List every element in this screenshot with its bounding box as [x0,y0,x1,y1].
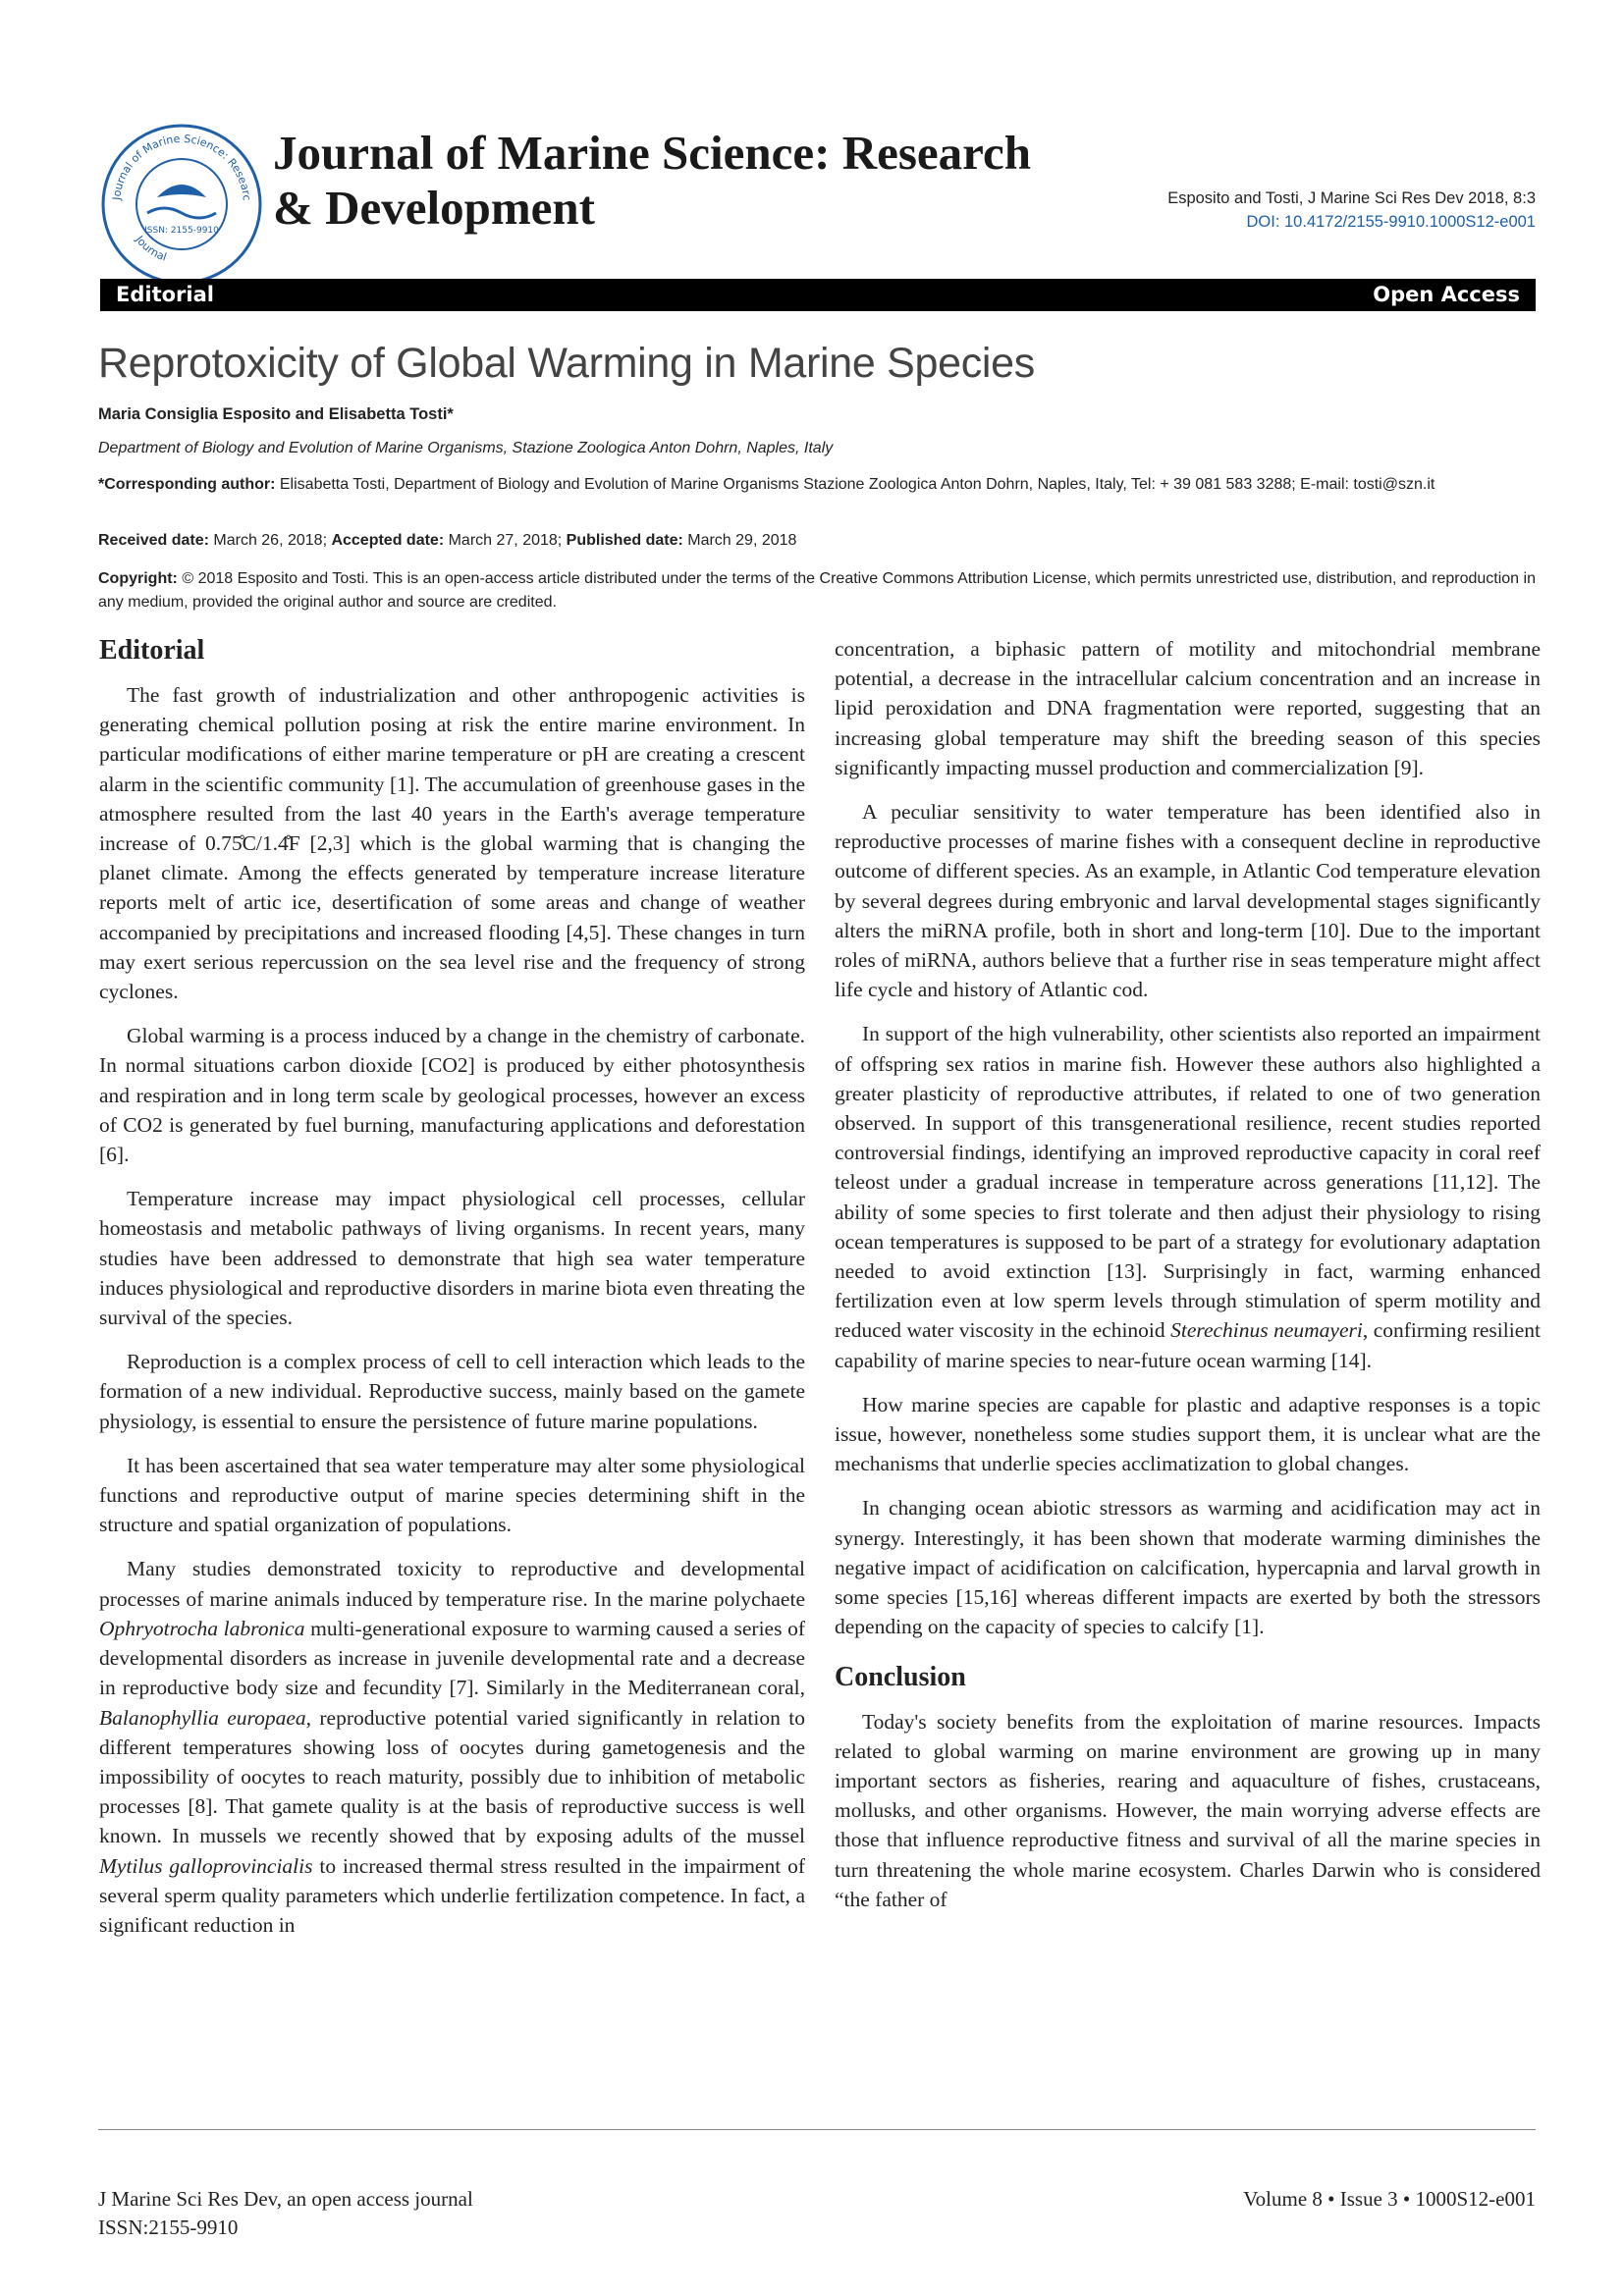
open-access-label: Open Access [1373,283,1520,306]
paragraph [99,1554,805,1940]
article-title: Reprotoxicity of Global Warming in Marine Species [98,340,1035,387]
copyright-notice [98,567,1536,614]
citation-block [1025,187,1536,234]
accepted-date: March 27, 2018; [444,532,567,549]
svg-text:ISSN: 2155-9910: ISSN: 2155-9910 [144,226,219,236]
text-run: multi-generational exposure to warming caused a series of developmental disorders as increase in juvenile developmental rate and a decrease in reproductive body size and fecundity [7]. Similarly in the Mediterranean coral, [99,1616,805,1700]
paragraph: The fast growth of industrialization and other anthropogenic activities is generating chemical pollution posing at risk the entire marine environment. In particular modifications of either marine temperature or pH are creating a crescent alarm in the scientific community [1]. The accumulation of greenhouse gases in the atmosphere resulted from the last 40 years in the Earth's average temperature increase of 0.75̊C/1.4̊F [2,3] which is the global warming that is changing the planet climate. Among the effects generated by temperature increase literature reports melt of artic ice, desertification of some areas and change of weather accompanied by precipitations and increased flooding [4,5]. These changes in turn may exert serious repercussion on the sea level rise and the frequency of strong cyclones. [99,683,805,1004]
svg-text:Journal of Marine Science: Res: Journal of Marine Science: Researc [110,132,253,202]
footer-volume-info: Volume 8 • Issue 3 • 1000S12-e001 [1243,2187,1536,2211]
article-type-label: Editorial [116,283,214,306]
paragraph: Temperature increase may impact physiological cell processes, cellular homeostasis and metabolic pathways of living organisms. In recent years, many studies have been addressed to demonstrate that high sea water temperature induces physiological and reproductive disorders in marine biota even threating the survival of the species. [99,1187,805,1330]
footer-divider [98,2129,1536,2130]
species-name: Mytilus galloprovincialis [99,1853,313,1878]
journal-logo [100,123,263,286]
citation-line: Esposito and Tosti, J Marine Sci Res Dev 2018, 8:3 [1167,189,1536,207]
affiliation: Department of Biology and Evolution of Marine Organisms, Stazione Zoologica Anton Dohrn, Naples, Italy [98,440,834,456]
corresponding-text: Elisabetta Tosti, Department of Biology and Evolution of Marine Organisms Stazione Zoologica Anton Dohrn, Naples, Italy, Tel: + 39 081 583 3288; E-mail: tosti@szn.it [275,476,1435,493]
section-heading-conclusion: Conclusion [835,1661,966,1692]
received-date: March 26, 2018; [208,532,332,549]
article-type-banner [100,279,1536,311]
species-name: Ophryotrocha labronica [99,1616,305,1640]
paragraph: It has been ascertained that sea water temperature may alter some physiological functions and reproductive output of marine species determining shift in the structure and spatial organization of populations. [99,1453,805,1537]
text-run: , confirming resilient capability of marine species to near-future ocean warming [14]. [835,1318,1541,1372]
authors: Maria Consiglia Esposito and Elisabetta Tosti* [98,405,454,423]
footer-issn-line: ISSN:2155-9910 [98,2216,239,2239]
doi-link[interactable]: DOI: 10.4172/2155-9910.1000S12-e001 [1246,213,1536,231]
text-run: In support of the high vulnerability, other scientists also reported an impairment of offspring sex ratios in marine fish. However these authors also highlighted a greater plasticity of reproductive attributes, if related to one of two generation observed. In support of this transgenerational resilience, recent studies reported controversial findings, identifying an improved reproductive capacity in coral reef teleost under a gradual increase in temperature across generations [11,12]. The ability of some species to first tolerate and then adjust their physiology to rising ocean temperatures is supposed to be part of a strategy for evolutionary adaptation needed to avoid extinction [13]. Surprisingly in fact, warming enhanced fertilization even at low sperm levels through stimulation of sperm motility and reduced water viscosity in the echinoid [835,1022,1541,1343]
paragraph: Reproduction is a complex process of cell to cell interaction which leads to the formation of a new individual. Reproductive success, mainly based on the gamete physiology, is essential to ensure the persistence of future marine populations. [99,1350,805,1433]
received-label: Received date: [98,532,209,549]
text-run: to increased thermal stress resulted in the impairment of several sperm quality parameters which underlie fertilization competence. In fact, a significant reduction in [99,1853,805,1937]
corresponding-label: *Corresponding author: [98,476,276,493]
published-date: March 29, 2018 [682,532,797,549]
article-dates [98,532,796,550]
body-column-right [835,634,1541,1929]
paragraph: Today's society benefits from the exploitation of marine resources. Impacts related to global warming on marine environment are growing up in many important sectors as fisheries, rearing and aquaculture of fishes, crustaceans, mollusks, and other organisms. However, the main worrying adverse effects are those that influence reproductive fitness and survival of all the marine species in turn threatening the whole marine ecosystem. Charles Darwin who is considered “the father of [835,1709,1541,1911]
footer-journal-line: J Marine Sci Res Dev, an open access journal [98,2187,473,2211]
body-column-left [99,633,805,1954]
paragraph: How marine species are capable for plastic and adaptive responses is a topic issue, however, nonetheless some studies support them, it is unclear what are the mechanisms that underlie species acclimatization to global changes. [835,1392,1541,1476]
copyright-label: Copyright: [98,570,178,587]
paragraph: Global warming is a process induced by a change in the chemistry of carbonate. In normal situations carbon dioxide [CO2] is produced by either photosynthesis and respiration and in long term scale by geological processes, however an excess of CO2 is generated by fuel burning, manufacturing applications and deforestation [6]. [99,1024,805,1167]
footer-journal-info [98,2185,473,2242]
paragraph: A peculiar sensitivity to water temperature has been identified also in reproductive processes of marine fishes with a consequent decline in reproductive outcome of different species. As an example, in Atlantic Cod temperature elevation by several degrees during embryonic and larval developmental stages significantly alters the miRNA profile, both in short and long-term [10]. Due to the important roles of miRNA, authors believe that a further rise in seas temperature might affect life cycle and history of Atlantic cod. [835,800,1541,1002]
paragraph: concentration, a biphasic pattern of motility and mitochondrial membrane potential, a decrease in the intracellular calcium concentration and an increase in lipid peroxidation and DNA fragmentation were reported, suggesting that an increasing global temperature may shift the breeding season of this species significantly impacting mussel production and commercialization [9]. [835,637,1541,779]
copyright-text: © 2018 Esposito and Tosti. This is an open-access article distributed under the terms of the Creative Commons Attribution License, which permits unrestricted use, distribution, and reproduction in any medium, provided the original author and source are credited. [98,570,1536,611]
text-run: , reproductive potential varied significantly in relation to different temperatures showing loss of oocytes during gametogenesis and the impossibility of oocytes to reach maturity, possibly due to inhibition of metabolic processes [8]. That gamete quality is at the basis of reproductive success is well known. In mussels we recently showed that by exposing adults of the mussel [99,1705,805,1848]
accepted-label: Accepted date: [331,532,445,549]
journal-title: Journal of Marine Science: Research & Development [273,126,1032,235]
species-name: Sterechinus neumayeri [1170,1318,1363,1343]
paragraph: In changing ocean abiotic stressors as warming and acidification may act in synergy. Interestingly, it has been shown that moderate warming diminishes the negative impact of acidification on calcification, hypercapnia and larval growth in some species [15,16] whereas different impacts are exerted by both the stressors depending on the capacity of species to calcify [1]. [835,1496,1541,1639]
svg-text:Journal: Journal [133,233,169,264]
section-heading-editorial: Editorial [99,635,205,666]
text-run: Many studies demonstrated toxicity to reproductive and developmental processes of marine animals induced by temperature rise. In the marine polychaete [99,1557,805,1611]
species-name: Balanophyllia europaea [99,1705,306,1730]
corresponding-author [98,472,1536,497]
published-label: Published date: [566,532,683,549]
paragraph [835,1019,1541,1374]
